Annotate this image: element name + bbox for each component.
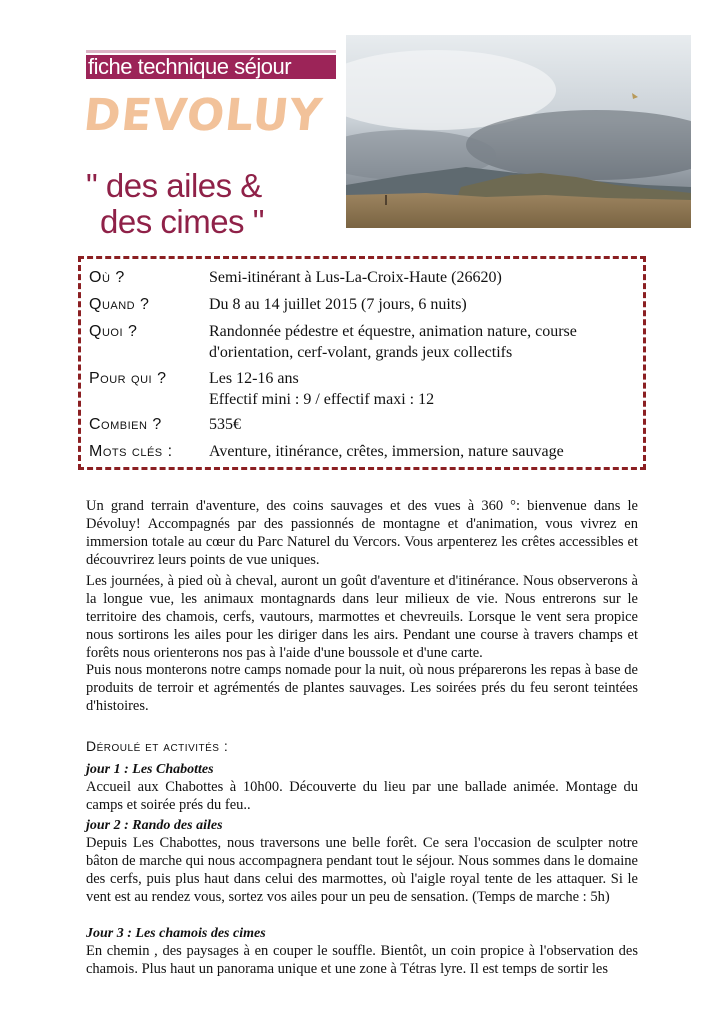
mountain-landscape-photo — [346, 35, 691, 228]
page-title: DEVOLUY — [81, 90, 326, 141]
info-row-price — [89, 414, 629, 435]
day-3-text: En chemin , des paysages à en couper le souffle. Bientôt, un coin propice à l'observation des chamois. Plus haut un panorama unique et une zone à Tétras lyre. Il est temps de sortir les — [86, 943, 638, 977]
day-2-title: jour 2 : Rando des ailes — [86, 818, 223, 833]
info-value-line: d'orientation, cerf-volant, grands jeux collectifs — [209, 344, 513, 361]
info-label: Quoi ? — [89, 323, 138, 340]
activities-paragraph: Les journées, à pied où à cheval, auront un goût d'aventure et d'itinérance. Nous observerons à la longue vue, les animaux montagnards dans leur milieux de vie. Nous entrerons sur le territoire des chamois, cerfs, vautours, marmottes et chevreuils. Lorsque le vent sera propice nous sortirons les ailes pour les diriger dans les airs. Pendant une course à travers champs et forêts nous orienterons nos pas à l'aide d'une boussole et d'une carte. — [86, 573, 638, 661]
program-heading: Déroulé et activités : — [86, 738, 229, 754]
header-tag: fiche technique séjour — [86, 55, 336, 79]
info-row-for-whom — [89, 368, 629, 410]
info-value: Du 8 au 14 juillet 2015 (7 jours, 6 nuits) — [209, 296, 467, 313]
day-1-title: jour 1 : Les Chabottes — [86, 762, 214, 777]
info-row-what — [89, 321, 629, 363]
day-3-title: Jour 3 : Les chamois des cimes — [86, 926, 266, 941]
intro-paragraph: Un grand terrain d'aventure, des coins sauvages et des vues à 360 °: bienvenue dans le Dévoluy! Accompagnés par des passionnés de montagne et d'animation, vous vivrez en immersion totale au cœur du Parc Naturel du Vercors. Vous arpenterez les crêtes accessibles et découvrirez leurs points de vue uniques. — [86, 498, 638, 568]
subtitle-line-1: " des ailes & — [86, 167, 262, 204]
info-value-line: Les 12-16 ans — [209, 370, 299, 387]
day-1-text: Accueil aux Chabottes à 10h00. Découverte du lieu par une ballade animée. Montage du camps et soirée prés du feu.. — [86, 779, 638, 813]
info-value: Aventure, itinérance, crêtes, immersion, nature sauvage — [209, 443, 564, 460]
info-value — [209, 321, 629, 363]
info-row-where — [89, 267, 629, 288]
info-value: 535€ — [209, 416, 241, 433]
camp-paragraph: Puis nous monterons notre camps nomade pour la nuit, où nous préparerons les repas à base de produits de terroir et agrémentés de plantes sauvages. Les soirées prés du feu seront teintées d'histoires. — [86, 662, 638, 714]
info-value-line: Randonnée pédestre et équestre, animation nature, course — [209, 323, 577, 340]
day-2-text: Depuis Les Chabottes, nous traversons une belle forêt. Ce sera l'occasion de sculpter notre bâton de marche qui nous accompagnera pendant tout le séjour. Nous sommes dans le domaine des cerfs, puis plus haut dans celui des marmottes, où l'aigle royal tente de les attaquer. Si le vent est au rendez vous, sortez vos ailes pour un peu de sensation. (Temps de marche : 5h) — [86, 835, 638, 905]
info-label: Où ? — [89, 269, 125, 286]
info-box — [78, 256, 646, 470]
info-label: Combien ? — [89, 416, 162, 433]
info-row-when — [89, 294, 629, 315]
subtitle — [86, 168, 264, 240]
subtitle-line-2: des cimes " — [100, 203, 264, 240]
info-value-line: Effectif mini : 9 / effectif maxi : 12 — [209, 391, 435, 408]
info-value — [209, 368, 629, 410]
info-row-keywords — [89, 441, 629, 462]
info-label: Quand ? — [89, 296, 150, 313]
info-label: Pour qui ? — [89, 370, 167, 387]
info-value: Semi-itinérant à Lus-La-Croix-Haute (26620) — [209, 269, 502, 286]
info-label: Mots clés : — [89, 443, 173, 460]
